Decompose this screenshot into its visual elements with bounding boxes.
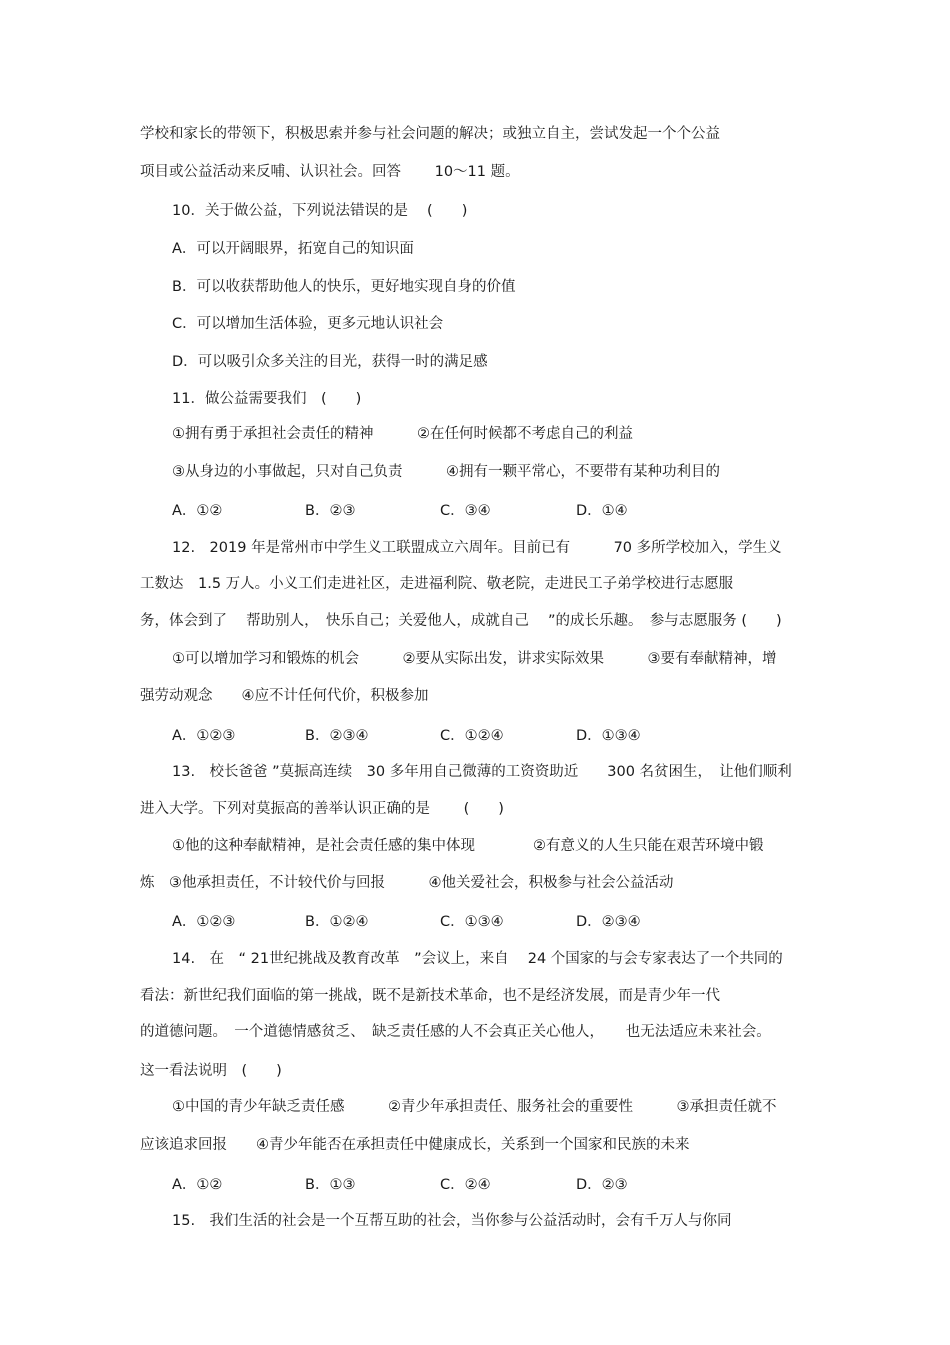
q13-option-b: B．①②④ bbox=[305, 914, 369, 930]
q11-option-c: C．③④ bbox=[440, 503, 491, 519]
q12-option-b: B．②③④ bbox=[305, 728, 369, 744]
q10-option-d: D．可以吸引众多关注的目光，获得一时的满足感 bbox=[172, 354, 488, 370]
q13-statement-2: 炼 ③他承担责任，不计较代价与回报 ④他关爱社会，积极参与社会公益活动 bbox=[140, 875, 674, 891]
q11-statement-2: ③从身边的小事做起，只对自己负责 ④拥有一颗平常心，不要带有某种功利目的 bbox=[172, 464, 720, 480]
q13-stem-2: 进入大学。下列对莫振高的善举认识正确的是 ( ) bbox=[140, 801, 504, 817]
q14-stem-4: 这一看法说明 ( ) bbox=[140, 1063, 282, 1079]
q12-stem-2: 工数达 1.5 万人。小义工们走进社区，走进福利院、敬老院，走进民工子弟学校进行志愿服 bbox=[140, 576, 734, 592]
q11-option-b: B．②③ bbox=[305, 503, 356, 519]
q11-statement-1: ①拥有勇于承担社会责任的精神 ②在任何时候都不考虑自己的利益 bbox=[172, 426, 633, 442]
q10-option-b: B．可以收获帮助他人的快乐，更好地实现自身的价值 bbox=[172, 279, 516, 295]
q15-stem-1: 15. 我们生活的社会是一个互帮互助的社会，当你参与公益活动时，会有千万人与你同 bbox=[172, 1213, 732, 1229]
q12-statement-1: ①可以增加学习和锻炼的机会 ②要从实际出发，讲求实际效果 ③要有奉献精神，增 bbox=[172, 651, 777, 667]
q13-option-d: D．②③④ bbox=[576, 914, 641, 930]
q12-stem-3: 务，体会到了 帮助别人， 快乐自己；关爱他人，成就自己 ”的成长乐趣。 参与志愿服务 ( ) bbox=[140, 613, 782, 629]
q14-stem-2: 看法：新世纪我们面临的第一挑战，既不是新技术革命，也不是经济发展，而是青少年一代 bbox=[140, 988, 720, 1004]
q14-statement-1: ①中国的青少年缺乏责任感 ②青少年承担责任、服务社会的重要性 ③承担责任就不 bbox=[172, 1099, 777, 1115]
q13-stem-1: 13. 校长爸爸 ”莫振高连续 30 多年用自己微薄的工资资助近 300 名贫困生， 让他们顺利 bbox=[172, 764, 792, 780]
q13-option-c: C．①③④ bbox=[440, 914, 504, 930]
q14-option-c: C．②④ bbox=[440, 1177, 491, 1193]
q11-option-a: A．①② bbox=[172, 503, 223, 519]
q11-stem: 11．做公益需要我们 ( ) bbox=[172, 391, 362, 407]
q14-option-d: D．②③ bbox=[576, 1177, 628, 1193]
q10-option-a: A．可以开阔眼界，拓宽自己的知识面 bbox=[172, 241, 414, 257]
q10-option-c: C．可以增加生活体验，更多元地认识社会 bbox=[172, 316, 444, 332]
intro-line-2: 项目或公益活动来反哺、认识社会。回答 10～11 题。 bbox=[140, 164, 520, 180]
q12-statement-2: 强劳动观念 ④应不计任何代价，积极参加 bbox=[140, 688, 429, 704]
q13-statement-1: ①他的这种奉献精神，是社会责任感的集中体现 ②有意义的人生只能在艰苦环境中锻 bbox=[172, 838, 764, 854]
q12-stem-1: 12. 2019 年是常州市中学生义工联盟成立六周年。目前已有 70 多所学校加入，学生义 bbox=[172, 540, 782, 556]
q10-stem: 10．关于做公益，下列说法错误的是 ( ) bbox=[172, 203, 468, 219]
intro-line-1: 学校和家长的带领下，积极思索并参与社会问题的解决；或独立自主，尝试发起一个个公益 bbox=[140, 126, 720, 142]
q14-option-b: B．①③ bbox=[305, 1177, 356, 1193]
q12-option-d: D．①③④ bbox=[576, 728, 641, 744]
q14-stem-1: 14. 在 “ 21世纪挑战及教育改革 ”会议上，来自 24 个国家的与会专家表达了一个共同的 bbox=[172, 951, 783, 967]
q14-statement-2: 应该追求回报 ④青少年能否在承担责任中健康成长，关系到一个国家和民族的未来 bbox=[140, 1137, 690, 1153]
q13-option-a: A．①②③ bbox=[172, 914, 236, 930]
q14-option-a: A．①② bbox=[172, 1177, 223, 1193]
q11-option-d: D．①④ bbox=[576, 503, 628, 519]
q14-stem-3: 的道德问题。 一个道德情感贫乏、 缺乏责任感的人不会真正关心他人， 也无法适应未来社会。 bbox=[140, 1024, 771, 1040]
q12-option-a: A．①②③ bbox=[172, 728, 236, 744]
q12-option-c: C．①②④ bbox=[440, 728, 504, 744]
